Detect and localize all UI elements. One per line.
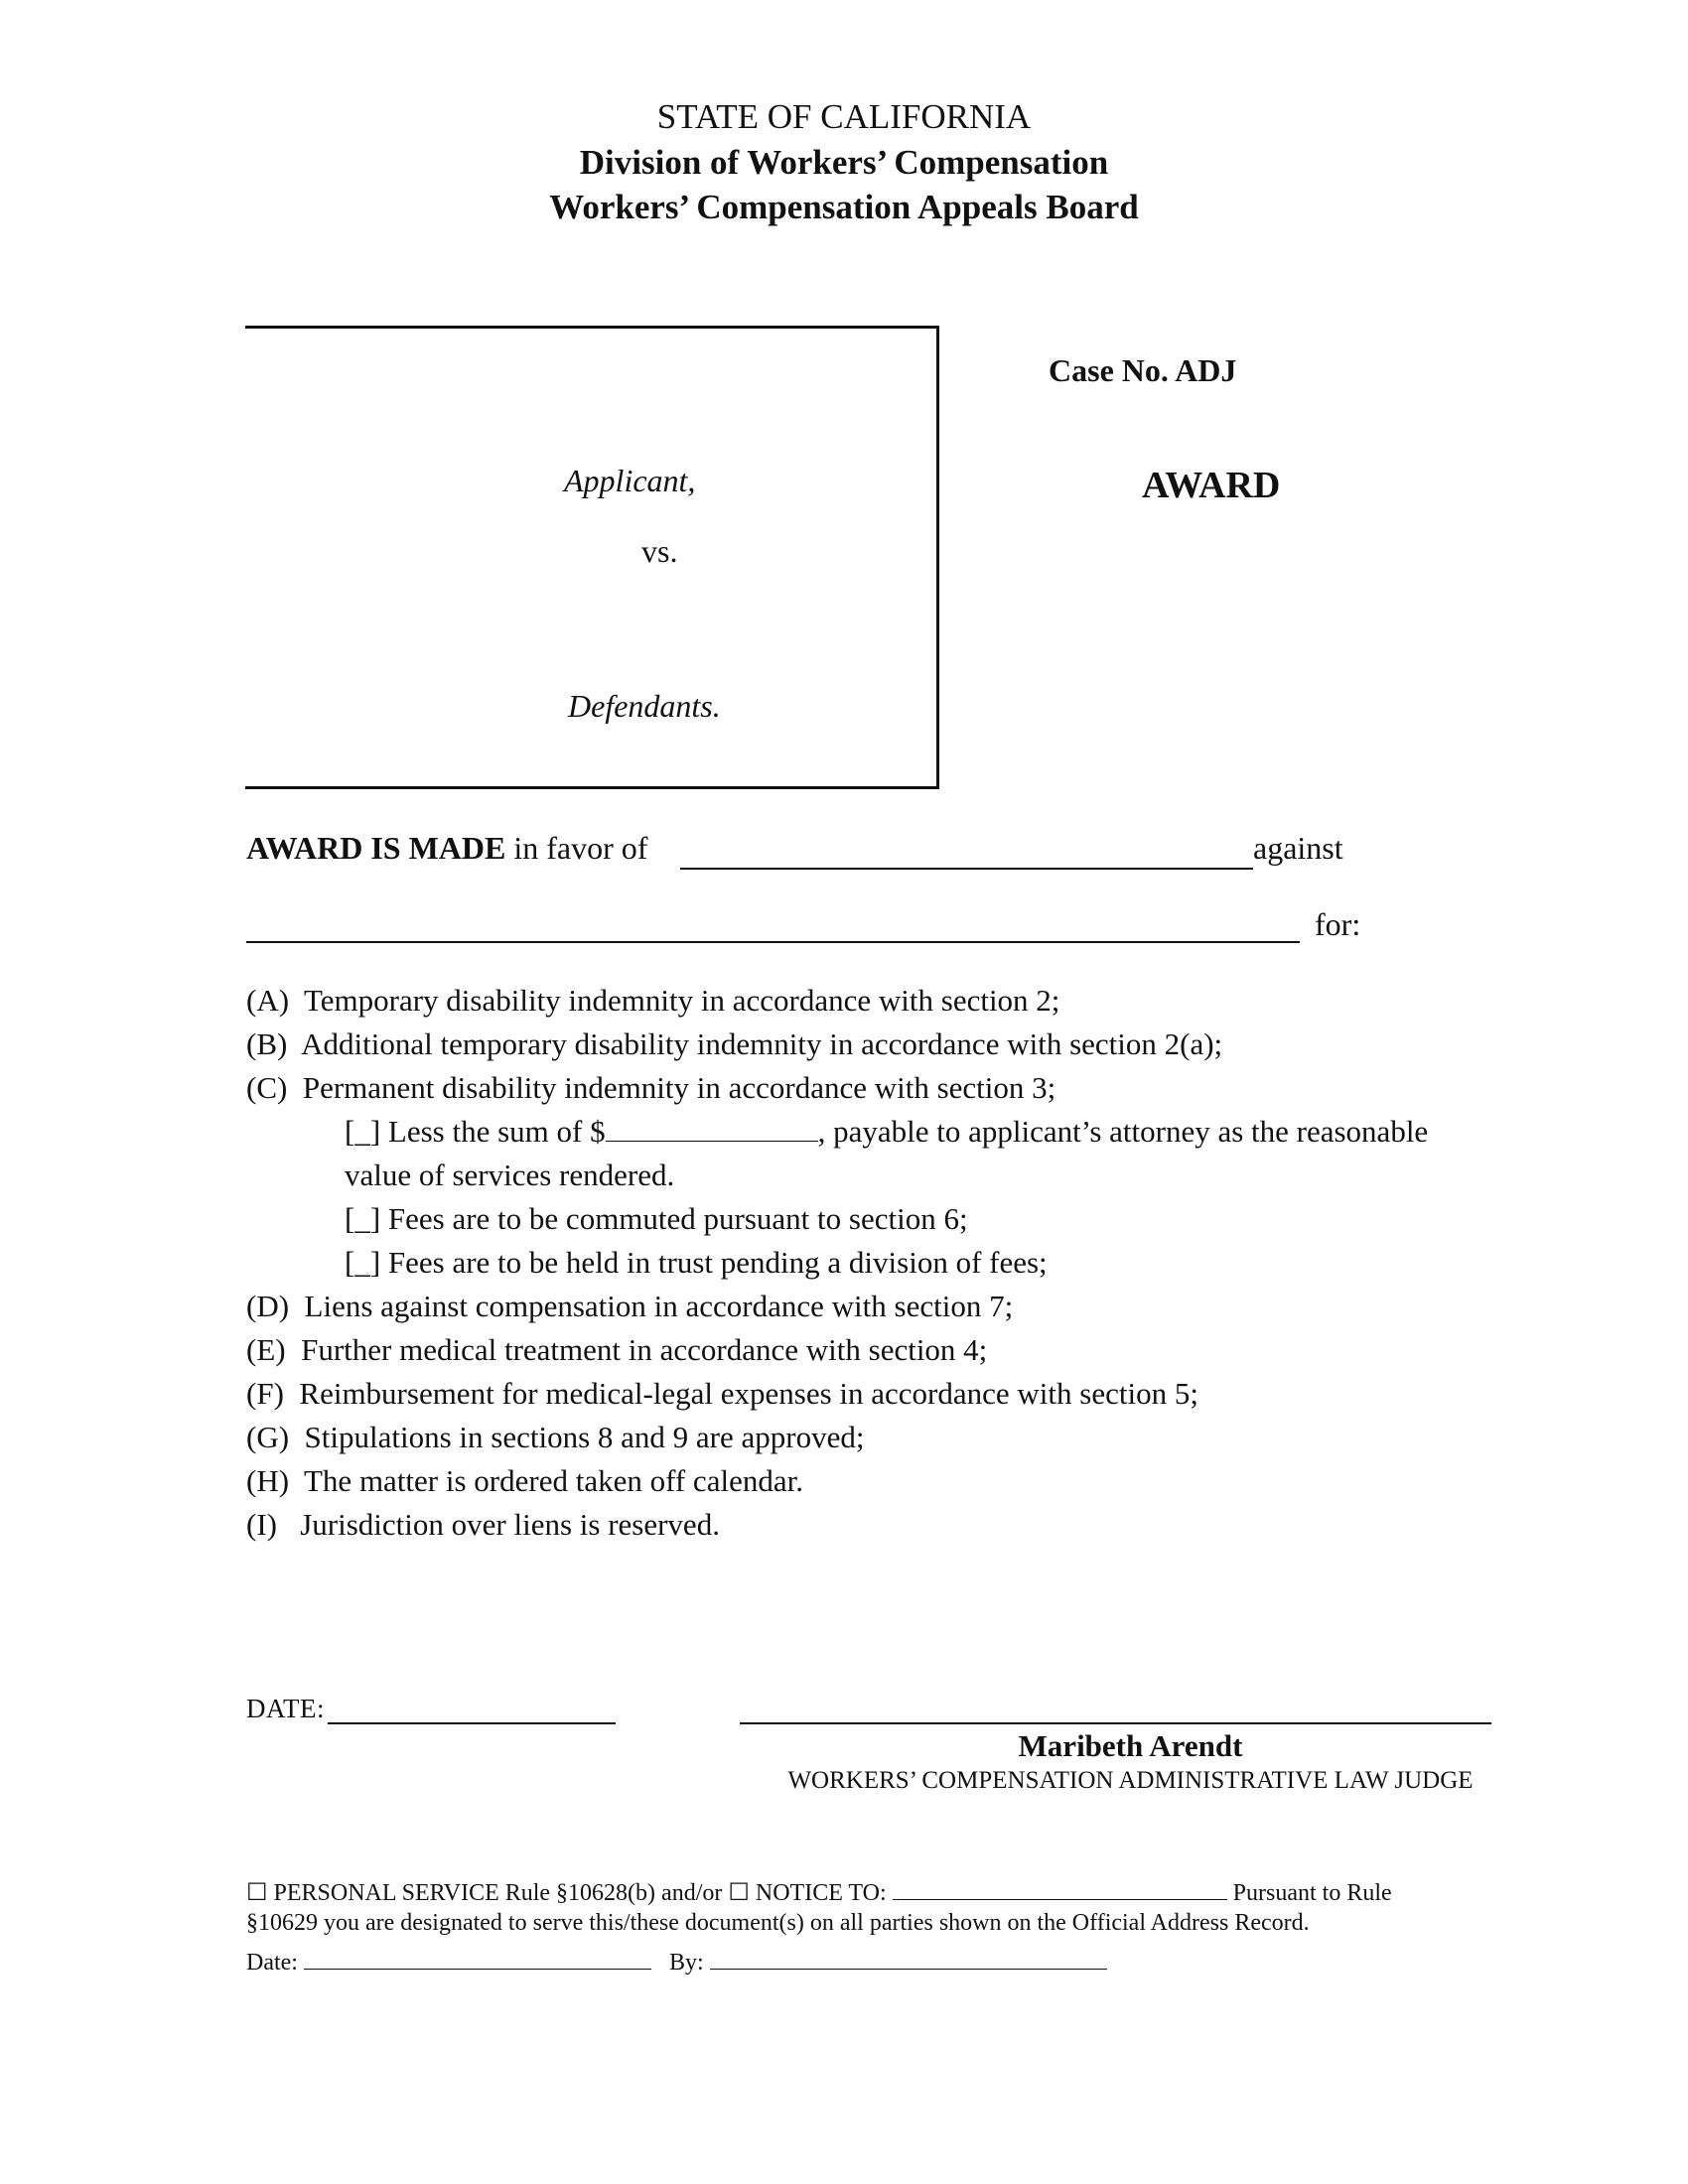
notice-to-blank[interactable]: [893, 1899, 1227, 1900]
less-sum-continuation: value of services rendered.: [345, 1158, 675, 1192]
award-made-label: AWARD IS MADE: [246, 830, 506, 866]
item-f: [246, 1372, 1198, 1416]
defendants-label: Defendants.: [568, 688, 721, 724]
item-h-label: (H): [246, 1463, 290, 1498]
item-f-text: Reimbursement for medical-legal expenses in accordance with section 5;: [299, 1376, 1198, 1411]
service-line-1: [246, 1878, 1392, 1907]
service-by-blank[interactable]: [710, 1969, 1107, 1970]
notice-to-checkbox[interactable]: ☐: [728, 1880, 750, 1906]
service-line-3: [246, 1950, 1107, 1977]
service-line-2: §10629 you are designated to serve this/these document(s) on all parties shown on the Official Address Record.: [246, 1910, 1310, 1936]
vs-label: vs.: [641, 533, 678, 569]
less-sum-line: [345, 1110, 1428, 1154]
service-by-label: By:: [668, 1950, 710, 1976]
personal-service-checkbox[interactable]: ☐: [246, 1880, 268, 1906]
caption-right-rule: [936, 326, 939, 789]
fees-commuted-option: [_] Fees are to be commuted pursuant to section 6;: [345, 1201, 968, 1236]
in-favor-of-label: in favor of: [505, 830, 648, 866]
less-sum-prefix: [_] Less the sum of $: [345, 1114, 606, 1149]
item-g-label: (G): [246, 1420, 290, 1454]
item-f-label: (F): [246, 1376, 284, 1411]
item-b: [246, 1023, 1222, 1066]
date-blank[interactable]: [328, 1722, 616, 1724]
signature-line[interactable]: [740, 1722, 1491, 1724]
notice-to-label: NOTICE TO:: [749, 1880, 893, 1906]
award-statement: [246, 830, 647, 867]
judge-title: WORKERS’ COMPENSATION ADMINISTRATIVE LAW JUDGE: [787, 1767, 1474, 1794]
service-date-label: Date:: [246, 1950, 304, 1976]
item-d: [246, 1285, 1013, 1328]
item-c-text: Permanent disability indemnity in accordance with section 3;: [302, 1070, 1056, 1105]
item-d-label: (D): [246, 1289, 290, 1323]
item-h: [246, 1459, 803, 1503]
date-label: DATE:: [246, 1694, 325, 1723]
header-board: Workers’ Compensation Appeals Board: [549, 188, 1139, 226]
defendant-blank[interactable]: [246, 941, 1300, 943]
caption-top-rule: [245, 326, 939, 329]
header-state: STATE OF CALIFORNIA: [656, 97, 1032, 136]
header-division: Division of Workers’ Compensation: [579, 143, 1109, 182]
document-title: AWARD: [1142, 465, 1281, 506]
for-label: for:: [1315, 906, 1361, 942]
item-e: [246, 1328, 987, 1372]
against-label: against: [1253, 830, 1343, 866]
item-i: [246, 1503, 720, 1547]
item-e-text: Further medical treatment in accordance with section 4;: [301, 1332, 988, 1367]
item-b-text: Additional temporary disability indemnity in accordance with section 2(a);: [301, 1026, 1223, 1061]
in-favor-of-blank[interactable]: [680, 868, 1253, 870]
item-i-label: (I): [246, 1507, 277, 1542]
personal-service-label: PERSONAL SERVICE Rule §10628(b) and/or: [267, 1880, 729, 1906]
item-c: [246, 1066, 1055, 1110]
fees-trust-option: [_] Fees are to be held in trust pending a division of fees;: [345, 1245, 1048, 1280]
item-g-text: Stipulations in sections 8 and 9 are approved;: [304, 1420, 865, 1454]
service-date-blank[interactable]: [304, 1969, 651, 1970]
item-c-label: (C): [246, 1070, 288, 1105]
case-number: Case No. ADJ: [1049, 352, 1237, 388]
item-d-text: Liens against compensation in accordance with section 7;: [304, 1289, 1014, 1323]
item-a-text: Temporary disability indemnity in accordance with section 2;: [304, 983, 1060, 1018]
item-a-label: (A): [246, 983, 290, 1018]
item-h-text: The matter is ordered taken off calendar.: [304, 1463, 803, 1498]
applicant-label: Applicant,: [564, 463, 696, 498]
pursuant-label: Pursuant to Rule: [1226, 1880, 1392, 1906]
item-b-label: (B): [246, 1026, 288, 1061]
item-i-text: Jurisdiction over liens is reserved.: [300, 1507, 720, 1542]
less-sum-suffix: , payable to applicant’s attorney as the reasonable: [817, 1114, 1429, 1149]
caption-bottom-rule: [245, 786, 939, 789]
judge-name: Maribeth Arendt: [1018, 1728, 1243, 1763]
item-g: [246, 1416, 864, 1459]
item-e-label: (E): [246, 1332, 286, 1367]
item-a: [246, 979, 1059, 1023]
attorney-fee-blank[interactable]: [606, 1141, 818, 1142]
